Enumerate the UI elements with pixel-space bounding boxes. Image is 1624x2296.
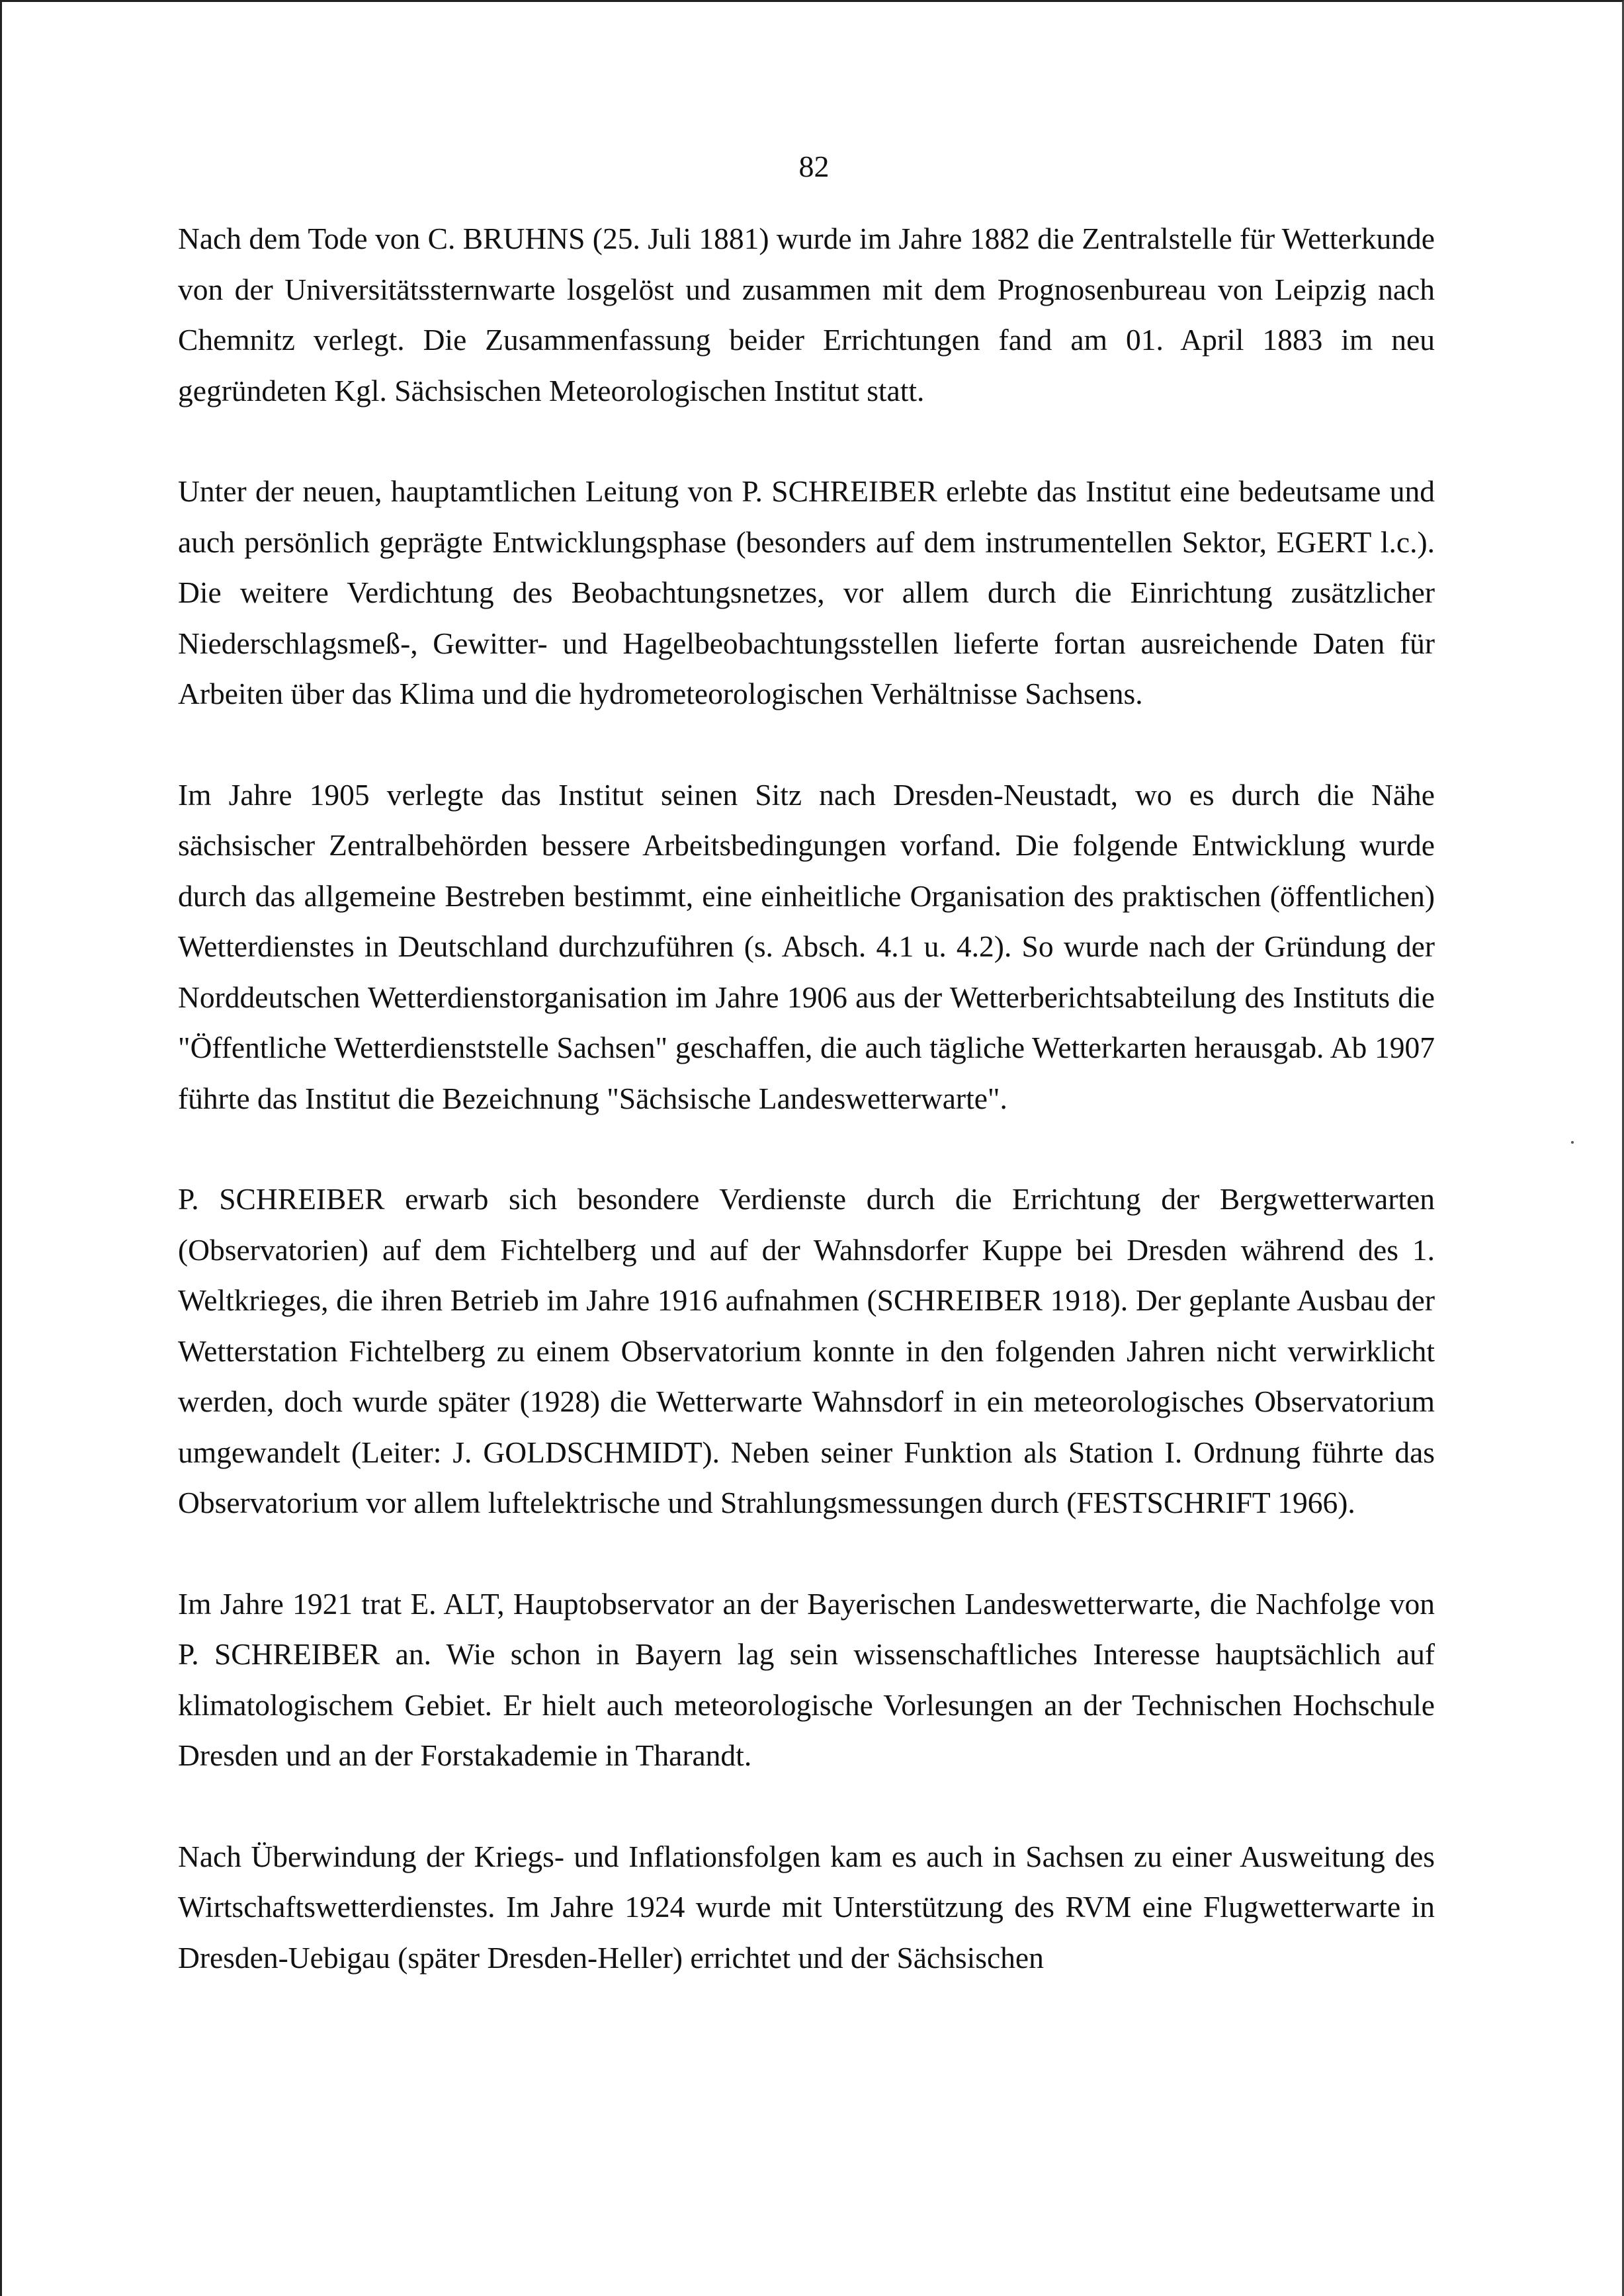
paragraph-1: Nach dem Tode von C. BRUHNS (25. Juli 1881) wurde im Jahre 1882 die Zentralstelle für Wetterkunde von der Universitätssternwarte losgelöst und zusammen mit dem Prognosenbureau von Leipzig nach Chemnitz verlegt. Die Zusammenfassung beider Errichtungen fand am 01. April 1883 im neu gegründeten Kgl. Sächsischen Meteorologischen Institut statt. [178, 222, 1435, 407]
paragraph-5: Im Jahre 1921 trat E. ALT, Hauptobservator an der Bayerischen Landeswetterwarte, die Nachfolge von P. SCHREIBER an. Wie schon in Bayern lag sein wissenschaftliches Interesse hauptsächlich auf klimatologischem Gebiet. Er hielt auch meteorologische Vorlesungen an der Technischen Hochschule Dresden und an der Forstakademie in Tharandt. [178, 1586, 1435, 1772]
paragraph-4: P. SCHREIBER erwarb sich besondere Verdienste durch die Errichtung der Bergwetterwarten (Observatorien) auf dem Fichtelberg und auf der Wahnsdorfer Kuppe bei Dresden während des 1. Weltkrieges, die ihren Betrieb im Jahre 1916 aufnahmen (SCHREIBER 1918). Der geplante Ausbau der Wetterstation Fichtelberg zu einem Observatorium konnte in den folgenden Jahren nicht verwirklicht werden, doch wurde später (1928) die Wetterwarte Wahnsdorf in ein meteorologisches Observatorium umgewandelt (Leiter: J. GOLDSCHMIDT). Neben seiner Funktion als Station I. Ordnung führte das Observatorium vor allem luftelektrische und Strahlungsmessungen durch (FESTSCHRIFT 1966). [178, 1182, 1435, 1519]
body-text [178, 214, 1435, 1983]
paragraph-2: Unter der neuen, hauptamtlichen Leitung von P. SCHREIBER erlebte das Institut eine bedeutsame und auch persönlich geprägte Entwicklungsphase (besonders auf dem instrumentellen Sektor, EGERT l.c.). Die weitere Verdichtung des Beobachtungsnetzes, vor allem durch die Einrichtung zusätzlicher Niederschlagsmeß-, Gewitter- und Hagelbeobachtungsstellen lieferte fortan ausreichende Daten für Arbeiten über das Klima und die hydrometeorologischen Verhältnisse Sachsens. [178, 474, 1435, 710]
scan-speck [1571, 1141, 1574, 1144]
paragraph-3: Im Jahre 1905 verlegte das Institut seinen Sitz nach Dresden-Neustadt, wo es durch die Nähe sächsischer Zentralbehörden bessere Arbeitsbedingungen vorfand. Die folgende Entwicklung wurde durch das allgemeine Bestreben bestimmt, eine einheitliche Organisation des praktischen (öffentlichen) Wetterdienstes in Deutschland durchzuführen (s. Absch. 4.1 u. 4.2). So wurde nach der Gründung der Norddeutschen Wetterdienstorganisation im Jahre 1906 aus der Wetterberichtsabteilung des Instituts die "Öffentliche Wetterdienststelle Sachsen" geschaffen, die auch tägliche Wetterkarten herausgab. Ab 1907 führte das Institut die Bezeichnung "Sächsische Landeswetterwarte". [178, 777, 1435, 1115]
paragraph-6: Nach Überwindung der Kriegs- und Inflationsfolgen kam es auch in Sachsen zu einer Ausweitung des Wirtschaftswetterdienstes. Im Jahre 1924 wurde mit Unterstützung des RVM eine Flugwetterwarte in Dresden-Uebigau (später Dresden-Heller) errichtet und der Sächsischen [178, 1839, 1435, 1975]
page-number: 82 [798, 149, 830, 183]
